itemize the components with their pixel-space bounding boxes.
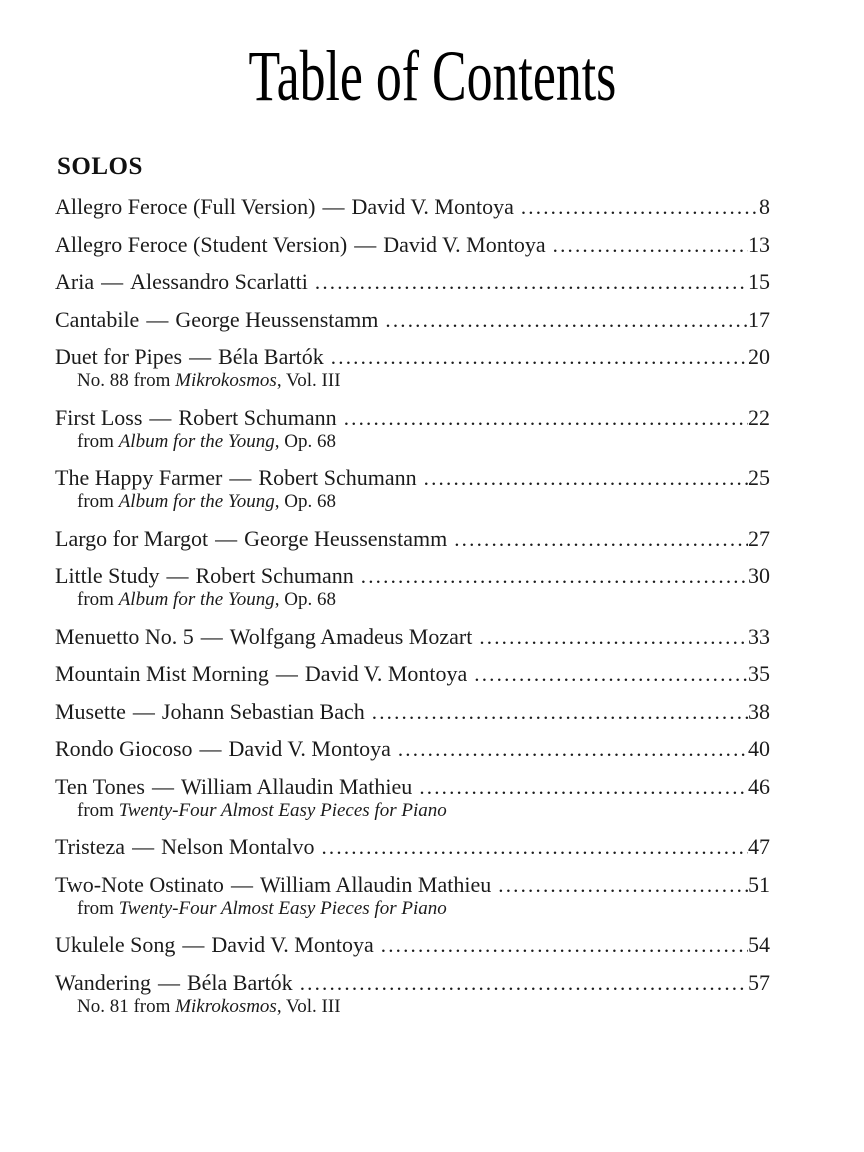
page-number: 30 xyxy=(748,563,770,588)
subtitle-italic-work: Album for the Young xyxy=(118,491,275,512)
composer-name: Béla Bartók xyxy=(218,344,324,369)
toc-entry xyxy=(55,662,770,686)
subtitle-prefix: from xyxy=(77,430,119,452)
dot-leader xyxy=(354,565,748,588)
toc-entry xyxy=(55,700,770,724)
dot-leader xyxy=(391,738,748,761)
subtitle-italic-work: Twenty-Four Almost Easy Pieces for Piano xyxy=(118,799,447,821)
piece-title: First Loss xyxy=(55,404,143,430)
toc-entry xyxy=(55,933,770,957)
toc-entry xyxy=(55,308,770,332)
em-dash-separator: — xyxy=(166,563,189,588)
piece-title: Aria xyxy=(55,269,95,294)
composer-name: David V. Montoya xyxy=(228,736,391,761)
em-dash-separator: — xyxy=(215,525,238,551)
composer-name: Alessandro Scarlatti xyxy=(130,269,308,294)
piece-title: Cantabile xyxy=(55,306,140,332)
em-dash-separator: — xyxy=(152,773,174,799)
em-dash-separator: — xyxy=(149,404,172,430)
em-dash-separator: — xyxy=(146,306,169,332)
toc-entry xyxy=(55,345,770,392)
toc-entry-row xyxy=(55,345,770,369)
dot-leader xyxy=(546,234,748,257)
subtitle-prefix: from xyxy=(77,589,119,610)
subtitle-italic-work: Twenty-Four Almost Easy Pieces for Piano xyxy=(118,897,447,919)
page-number: 8 xyxy=(759,194,770,219)
subtitle-italic-work: Mikrokosmos xyxy=(175,995,277,1017)
page-number: 51 xyxy=(748,871,770,897)
composer-name: George Heussenstamm xyxy=(244,525,448,551)
subtitle-prefix: from xyxy=(77,491,119,512)
toc-entry xyxy=(55,873,770,920)
toc-entry xyxy=(55,564,770,611)
dot-leader xyxy=(491,874,748,897)
composer-name: William Allaudin Mathieu xyxy=(181,773,413,799)
toc-entry xyxy=(55,466,770,513)
toc-entry xyxy=(55,195,770,219)
toc-entry-row xyxy=(55,737,770,761)
page-number: 47 xyxy=(748,834,770,859)
em-dash-separator: — xyxy=(230,871,253,897)
subtitle-suffix: , Vol. III xyxy=(276,995,341,1017)
piece-title: Musette xyxy=(55,698,126,724)
page-number: 27 xyxy=(748,525,770,551)
piece-title: Ten Tones xyxy=(55,773,145,799)
em-dash-separator: — xyxy=(101,269,124,294)
composer-name: Johann Sebastian Bach xyxy=(161,698,365,724)
subtitle-suffix: , Op. 68 xyxy=(274,491,336,512)
toc-entry-row xyxy=(55,406,770,430)
composer-name: George Heussenstamm xyxy=(175,306,379,332)
piece-title: Menuetto No. 5 xyxy=(55,623,194,649)
piece-title: Ukulele Song xyxy=(55,932,176,957)
dot-leader xyxy=(514,196,759,219)
toc-entry-row xyxy=(55,564,770,588)
dot-leader xyxy=(417,467,748,490)
em-dash-separator: — xyxy=(199,736,222,761)
page-number: 17 xyxy=(748,306,770,332)
toc-entry-row xyxy=(55,700,770,724)
piece-title: Allegro Feroce (Full Version) xyxy=(55,194,316,219)
toc-entry-row xyxy=(55,873,770,897)
toc-entry-row xyxy=(55,195,770,219)
page-number: 25 xyxy=(748,465,770,490)
toc-entry xyxy=(55,625,770,649)
em-dash-separator: — xyxy=(157,969,180,995)
composer-name: David V. Montoya xyxy=(351,194,514,219)
dot-leader xyxy=(374,934,748,957)
subtitle-suffix: , Op. 68 xyxy=(274,589,336,610)
page-number: 57 xyxy=(748,969,770,995)
subtitle-prefix: from xyxy=(77,799,119,821)
composer-name: Robert Schumann xyxy=(195,563,354,588)
em-dash-separator: — xyxy=(275,661,298,686)
piece-title: Tristeza xyxy=(55,834,126,859)
toc-entry xyxy=(55,406,770,453)
toc-entry-row xyxy=(55,270,770,294)
composer-name: David V. Montoya xyxy=(383,231,546,257)
toc-entry xyxy=(55,270,770,294)
toc-entry-row xyxy=(55,775,770,799)
piece-title: Allegro Feroce (Student Version) xyxy=(55,231,348,257)
subtitle-line xyxy=(55,588,770,611)
piece-title: Duet for Pipes xyxy=(55,344,183,369)
toc-entry xyxy=(55,233,770,257)
composer-name: Robert Schumann xyxy=(258,465,417,490)
dot-leader xyxy=(324,346,748,369)
toc-entry-row xyxy=(55,233,770,257)
page-number: 40 xyxy=(748,736,770,761)
subtitle-suffix: , Op. 68 xyxy=(274,430,336,452)
toc-entry xyxy=(55,835,770,859)
subtitle-line xyxy=(55,799,770,822)
dot-leader xyxy=(472,626,748,649)
dot-leader xyxy=(412,776,748,799)
page-title: Table of Contents xyxy=(248,36,616,116)
composer-name: Robert Schumann xyxy=(178,404,337,430)
piece-title: Two-Note Ostinato xyxy=(55,871,224,897)
page-number: 22 xyxy=(748,404,770,430)
composer-name: David V. Montoya xyxy=(304,661,468,686)
piece-title: Rondo Giocoso xyxy=(55,736,193,761)
em-dash-separator: — xyxy=(354,231,377,257)
composer-name: Béla Bartók xyxy=(186,969,293,995)
piece-title: Little Study xyxy=(55,563,160,588)
toc-entry xyxy=(55,775,770,822)
page-number: 13 xyxy=(748,231,770,257)
subtitle-prefix: from xyxy=(77,897,119,919)
em-dash-separator: — xyxy=(189,344,212,369)
toc-entry-row xyxy=(55,971,770,995)
dot-leader xyxy=(314,836,748,859)
toc-entry-row xyxy=(55,835,770,859)
dot-leader xyxy=(365,701,748,724)
piece-title: Mountain Mist Morning xyxy=(55,661,269,686)
piece-title: The Happy Farmer xyxy=(55,465,223,490)
dot-leader xyxy=(293,972,748,995)
page-number: 20 xyxy=(748,344,770,369)
dot-leader xyxy=(308,271,748,294)
dot-leader xyxy=(447,528,748,551)
page-title-wrap xyxy=(0,36,864,116)
em-dash-separator: — xyxy=(322,194,345,219)
subtitle-line xyxy=(55,430,770,453)
page-number: 35 xyxy=(748,661,770,686)
subtitle-line xyxy=(55,369,770,392)
page-number: 54 xyxy=(748,932,770,957)
dot-leader xyxy=(467,663,748,686)
piece-title: Wandering xyxy=(55,969,151,995)
toc-entry-row xyxy=(55,662,770,686)
subtitle-line xyxy=(55,995,770,1018)
toc-entry xyxy=(55,971,770,1018)
toc-entry xyxy=(55,737,770,761)
composer-name: William Allaudin Mathieu xyxy=(259,871,492,897)
subtitle-prefix: No. 88 from xyxy=(77,370,176,391)
toc-entry-row xyxy=(55,308,770,332)
em-dash-separator: — xyxy=(132,698,155,724)
subtitle-italic-work: Mikrokosmos xyxy=(175,370,277,391)
subtitle-italic-work: Album for the Young xyxy=(118,430,275,452)
page-number: 33 xyxy=(748,623,770,649)
subtitle-italic-work: Album for the Young xyxy=(118,589,275,610)
subtitle-suffix: , Vol. III xyxy=(276,370,341,391)
subtitle-prefix: No. 81 from xyxy=(77,995,176,1017)
em-dash-separator: — xyxy=(229,465,252,490)
section-heading-solos: SOLOS xyxy=(57,153,143,180)
em-dash-separator: — xyxy=(132,834,155,859)
toc-entry-row xyxy=(55,933,770,957)
page-number: 46 xyxy=(748,773,770,799)
composer-name: David V. Montoya xyxy=(211,932,374,957)
subtitle-line xyxy=(55,490,770,513)
dot-leader xyxy=(337,407,748,430)
em-dash-separator: — xyxy=(200,623,223,649)
toc-entry-row xyxy=(55,625,770,649)
em-dash-separator: — xyxy=(182,932,205,957)
toc-entry xyxy=(55,527,770,551)
composer-name: Wolfgang Amadeus Mozart xyxy=(229,623,473,649)
page-number: 38 xyxy=(748,698,770,724)
composer-name: Nelson Montalvo xyxy=(161,834,315,859)
toc-entries xyxy=(55,195,770,1018)
dot-leader xyxy=(378,309,748,332)
page-number: 15 xyxy=(748,269,770,294)
toc-entry-row xyxy=(55,466,770,490)
piece-title: Largo for Margot xyxy=(55,525,209,551)
toc-entry-row xyxy=(55,527,770,551)
subtitle-line xyxy=(55,897,770,920)
